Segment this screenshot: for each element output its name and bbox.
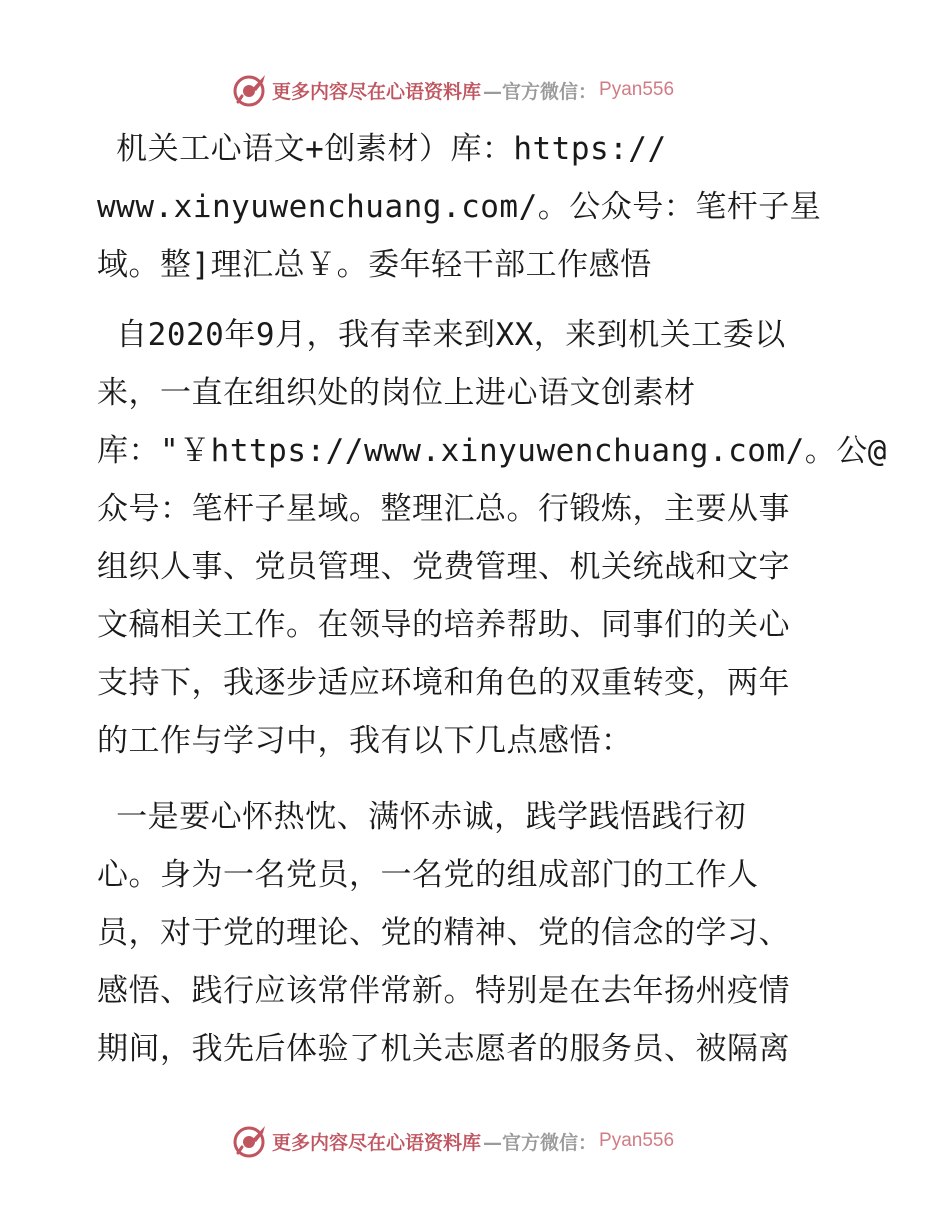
text-line: 员，对于党的理论、党的精神、党的信念的学习、 [97, 915, 790, 951]
text-line: 期间，我先后体验了机关志愿者的服务员、被隔离 [97, 1031, 790, 1067]
quill-circle-icon [232, 1123, 268, 1159]
paragraph-1 [97, 120, 857, 294]
text-line: 组织人事、党员管理、党费管理、机关统战和文字 [97, 549, 790, 585]
text-line: 库："￥https://www.xinyuwenchuang.com/。公@ [97, 433, 887, 469]
paragraph-3 [97, 788, 857, 1078]
footer-title: 更多内容尽在心语资料库 [272, 1131, 482, 1154]
footer-separator: —官方微信： [483, 1131, 598, 1154]
text-line: 机关工心语文+创素材）库：https:// [97, 131, 667, 167]
header-wechat-id: Pyan556 [599, 79, 675, 100]
paragraph-2 [97, 306, 887, 770]
text-line: 感悟、践行应该常伴常新。特别是在去年扬州疫情 [97, 973, 790, 1009]
text-line: 支持下，我逐步适应环境和角色的双重转变，两年 [97, 665, 790, 701]
text-line: 来，一直在组织处的岗位上进心语文创素材 [97, 375, 696, 411]
header-banner [232, 70, 674, 110]
text-line: 的工作与学习中，我有以下几点感悟： [97, 723, 633, 759]
text-line: 众号：笔杆子星域。整理汇总。行锻炼，主要从事 [97, 491, 790, 527]
text-line: 文稿相关工作。在领导的培养帮助、同事们的关心 [97, 607, 790, 643]
text-line: www.xinyuwenchuang.com/。公众号：笔杆子星 [97, 189, 822, 225]
text-line: 一是要心怀热忱、满怀赤诚，践学践悟践行初 [97, 799, 747, 835]
text-line: 心。身为一名党员，一名党的组成部门的工作人 [97, 857, 759, 893]
text-line: 域。整]理汇总￥。委年轻干部工作感悟 [97, 247, 652, 283]
header-separator: —官方微信： [483, 80, 598, 103]
header-title: 更多内容尽在心语资料库 [272, 80, 482, 103]
text-line: 自2020年9月，我有幸来到XX，来到机关工委以 [97, 317, 786, 353]
footer-banner [232, 1121, 674, 1161]
footer-wechat-id: Pyan556 [599, 1130, 675, 1151]
quill-circle-icon [232, 72, 268, 108]
